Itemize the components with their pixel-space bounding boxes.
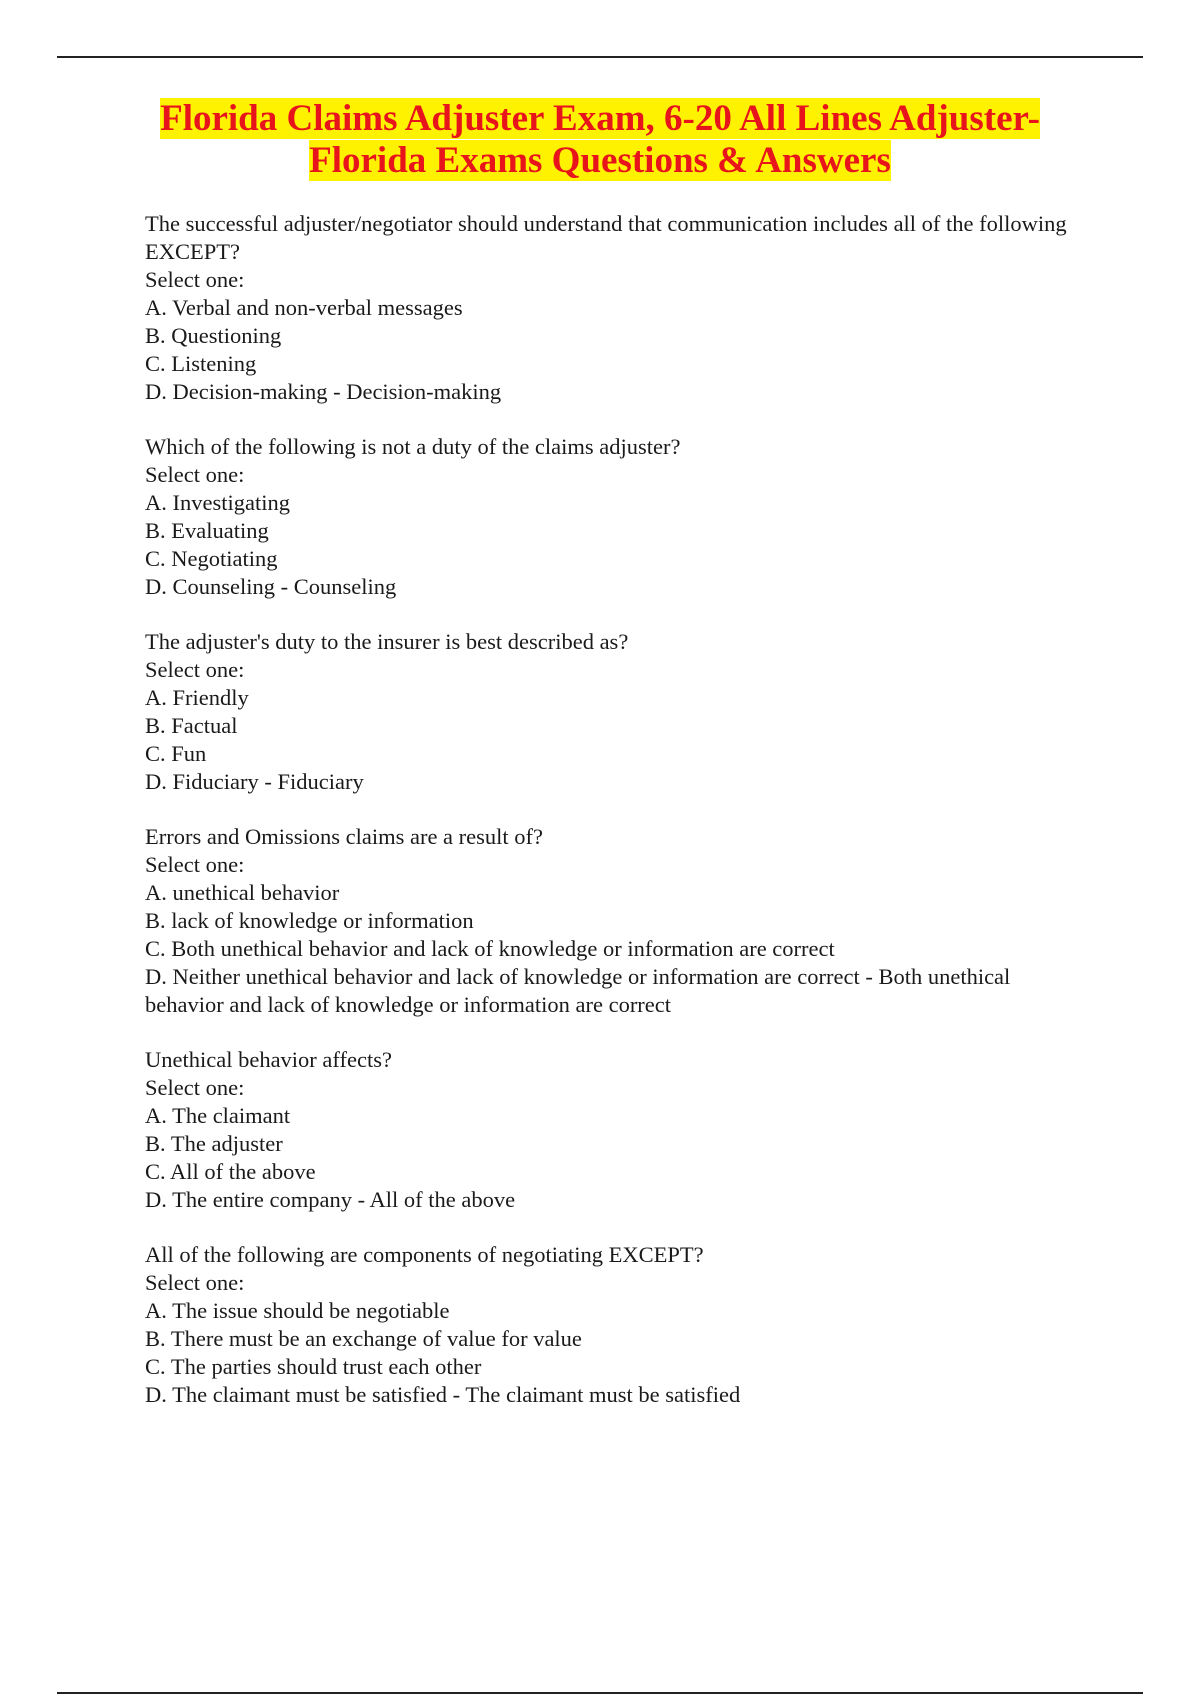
title-line-1: Florida Claims Adjuster Exam, 6-20 All Lines Adjuster- (160, 98, 1040, 139)
option-c: C. Fun (145, 741, 207, 766)
question-prompt: Unethical behavior affects? (145, 1047, 392, 1072)
option-c: C. Both unethical behavior and lack of knowledge or information are correct (145, 936, 835, 961)
select-one-label: Select one: (145, 1075, 245, 1100)
select-one-label: Select one: (145, 462, 245, 487)
option-c: C. The parties should trust each other (145, 1354, 482, 1379)
question-3 (145, 628, 1085, 796)
option-a: A. Verbal and non-verbal messages (145, 295, 463, 320)
option-c: C. All of the above (145, 1159, 316, 1184)
question-prompt: Errors and Omissions claims are a result of? (145, 824, 544, 849)
option-c: C. Listening (145, 351, 257, 376)
question-2 (145, 433, 1085, 601)
option-b: B. Questioning (145, 323, 282, 348)
question-5 (145, 1046, 1085, 1214)
question-prompt: The successful adjuster/negotiator should understand that communication includes all of the following EXCEPT? (145, 211, 1067, 264)
title-line-2: Florida Exams Questions & Answers (309, 140, 891, 181)
option-d-answer: D. The entire company - All of the above (145, 1187, 516, 1212)
question-4 (145, 823, 1085, 1019)
option-a: A. Friendly (145, 685, 249, 710)
questions-list (145, 210, 1085, 1436)
footer-rule (57, 1692, 1143, 1694)
question-1 (145, 210, 1085, 406)
option-b: B. Evaluating (145, 518, 269, 543)
option-d-answer: D. Counseling - Counseling (145, 574, 397, 599)
document-title (100, 98, 1100, 182)
option-a: A. Investigating (145, 490, 290, 515)
option-c: C. Negotiating (145, 546, 278, 571)
option-d-answer: D. Neither unethical behavior and lack of knowledge or information are correct - Both unethical behavior and lack of knowledge or information are correct (145, 964, 1011, 1017)
option-b: B. There must be an exchange of value for value (145, 1326, 582, 1351)
question-prompt: The adjuster's duty to the insurer is best described as? (145, 629, 629, 654)
select-one-label: Select one: (145, 657, 245, 682)
option-a: A. The issue should be negotiable (145, 1298, 450, 1323)
option-d-answer: D. Decision-making - Decision-making (145, 379, 502, 404)
select-one-label: Select one: (145, 852, 245, 877)
option-b: B. Factual (145, 713, 238, 738)
select-one-label: Select one: (145, 267, 245, 292)
select-one-label: Select one: (145, 1270, 245, 1295)
option-a: A. unethical behavior (145, 880, 340, 905)
header-rule (57, 56, 1143, 58)
option-d-answer: D. The claimant must be satisfied - The claimant must be satisfied (145, 1382, 741, 1407)
question-prompt: All of the following are components of negotiating EXCEPT? (145, 1242, 704, 1267)
question-6 (145, 1241, 1085, 1409)
option-b: B. The adjuster (145, 1131, 283, 1156)
question-prompt: Which of the following is not a duty of the claims adjuster? (145, 434, 681, 459)
option-b: B. lack of knowledge or information (145, 908, 474, 933)
option-a: A. The claimant (145, 1103, 291, 1128)
option-d-answer: D. Fiduciary - Fiduciary (145, 769, 364, 794)
